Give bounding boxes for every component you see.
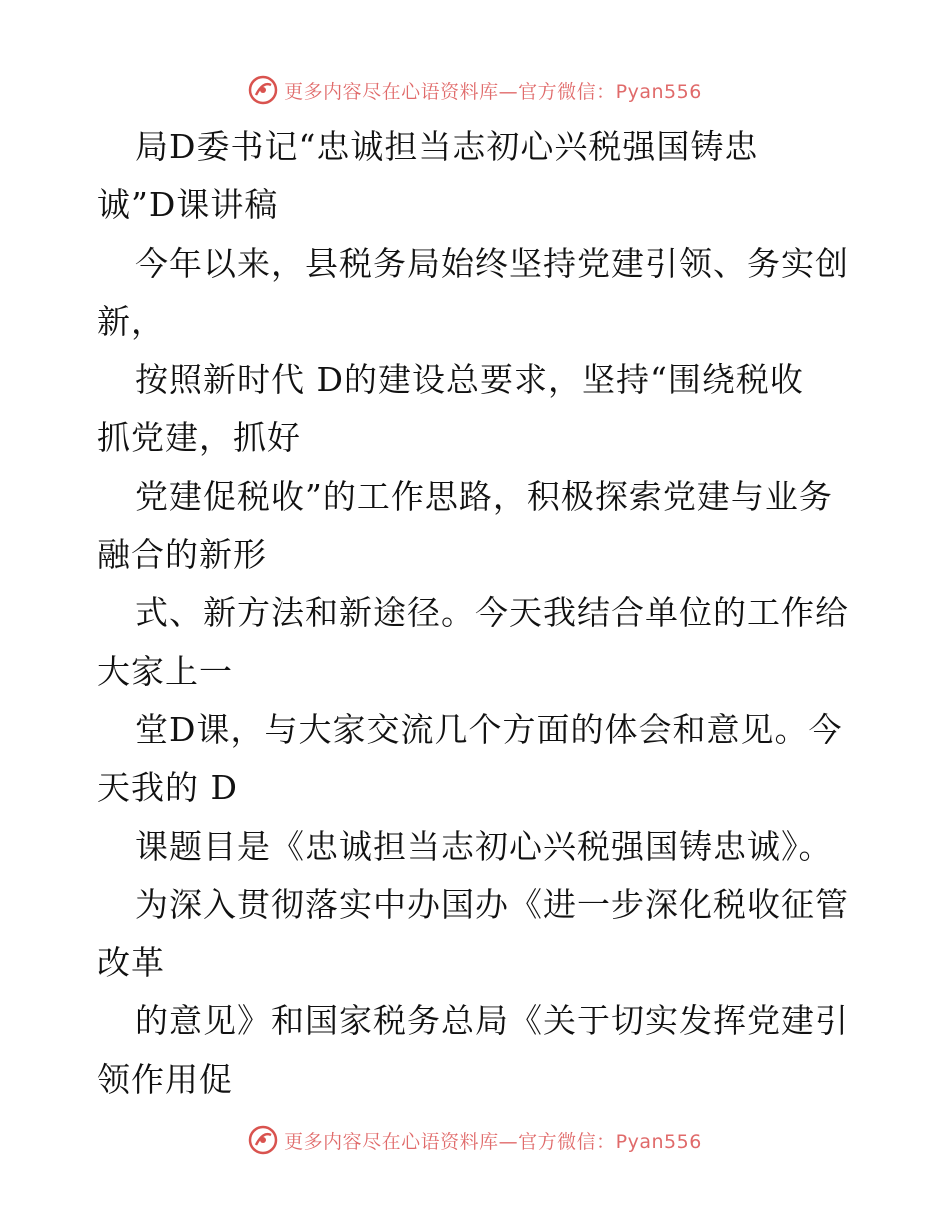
text-line: 的意见》和国家税务总局《关于切实发挥党建引 xyxy=(135,1001,849,1041)
watermark-text: 更多内容尽在心语资料库—官方微信：Pyan556 xyxy=(284,1130,702,1153)
text-line: 课题目是《忠诚担当志初心兴税强国铸忠诚》。 xyxy=(135,826,833,866)
text-line: 天我的 D xyxy=(97,768,238,808)
text-line: 为深入贯彻落实中办国办《进一步深化税收征管 xyxy=(135,884,849,924)
text-line: 领作用促 xyxy=(97,1059,233,1099)
watermark-logo-icon xyxy=(248,75,278,105)
watermark-text: 更多内容尽在心语资料库—官方微信：Pyan556 xyxy=(284,80,702,103)
watermark-footer xyxy=(0,1122,950,1158)
document-body xyxy=(97,118,857,1109)
text-line: 党建促税收”的工作思路，积极探索党建与业务 xyxy=(135,476,833,516)
text-line: 今年以来，县税务局始终坚持党建引领、务实创 xyxy=(135,243,849,283)
text-line: 局D委书记“忠诚担当志初心兴税强国铸忠 xyxy=(135,127,759,166)
watermark-header xyxy=(0,72,950,108)
watermark-logo-icon xyxy=(248,1125,278,1155)
text-line: 融合的新形 xyxy=(97,535,267,575)
text-line: 式、新方法和新途径。今天我结合单位的工作给 xyxy=(135,593,849,633)
text-line: 大家上一 xyxy=(97,651,233,691)
text-line: 改革 xyxy=(97,943,165,983)
text-line: 诚”D课讲稿 xyxy=(97,185,279,225)
text-line: 按照新时代 D的建设总要求，坚持“围绕税收 xyxy=(135,360,804,400)
text-line: 堂D课，与大家交流几个方面的体会和意见。今 xyxy=(135,709,843,749)
text-line: 抓党建，抓好 xyxy=(97,418,301,458)
text-line: 新， xyxy=(97,301,165,341)
